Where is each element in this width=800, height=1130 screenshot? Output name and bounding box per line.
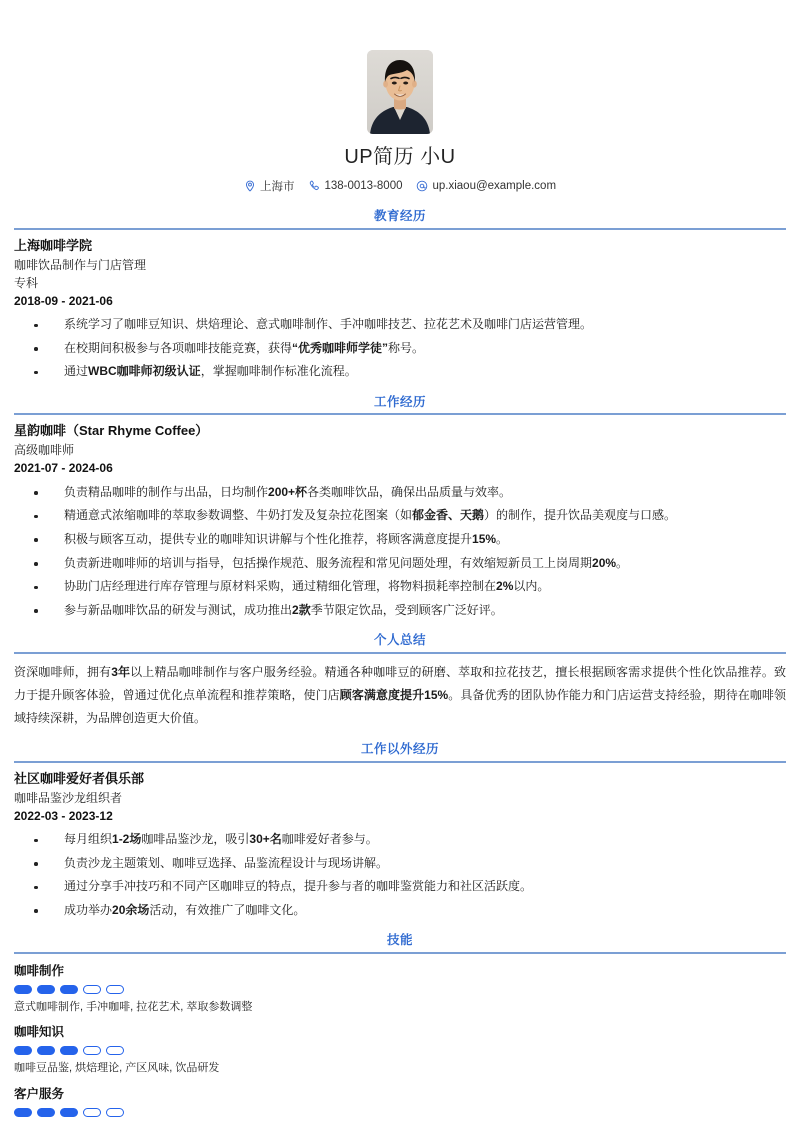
skill-level-pill — [60, 985, 78, 994]
extracurricular-date: 2022-03 - 2023-12 — [14, 808, 113, 823]
list-item: 参与新品咖啡饮品的研发与测试，成功推出2款季节限定饮品，受到顾客广泛好评。 — [14, 598, 786, 622]
avatar — [367, 50, 433, 134]
skill-block — [14, 961, 786, 1016]
skill-level-meter — [14, 985, 786, 994]
skill-level-meter — [14, 1046, 786, 1055]
summary-text: 资深咖啡师，拥有3年以上精品咖啡制作与客户服务经验。精通各种咖啡豆的研磨、萃取和拉花技艺，擅长根据顾客需求提供个性化饮品推荐。致力于提升顾客体验，曾通过优化点单流程和推荐策略，使门店顾客满意度提升15%。具备优秀的团队协作能力和门店运营支持经验，期待在咖啡领域持续深耕，为品牌创造更大价值。 — [14, 664, 786, 726]
contact-line — [14, 178, 786, 194]
extracurricular-org: 社区咖啡爱好者俱乐部 — [14, 770, 145, 786]
section-divider — [14, 952, 786, 954]
section-title-education: 教育经历 — [373, 209, 426, 223]
skill-level-pill — [14, 985, 32, 994]
list-item: 负责新进咖啡师的培训与指导，包括操作规范、服务流程和常见问题处理，有效缩短新员工上岗周期20%。 — [14, 551, 786, 575]
skill-level-pill — [37, 1108, 55, 1117]
skill-level-pill — [14, 1108, 32, 1117]
skill-level-pill — [106, 985, 124, 994]
skill-level-pill — [37, 985, 55, 994]
contact-email-text: up.xiaou@example.com — [432, 180, 557, 192]
page-title: UP简历 小U — [344, 146, 456, 168]
contact-phone-text: 138-0013-8000 — [324, 180, 403, 192]
skill-level-pill — [106, 1046, 124, 1055]
work-entry — [14, 422, 786, 621]
list-item: 通过分享手冲技巧和不同产区咖啡豆的特点，提升参与者的咖啡鉴赏能力和社区活跃度。 — [14, 875, 786, 899]
work-role: 高级咖啡师 — [14, 443, 75, 458]
location-pin-icon — [244, 180, 256, 192]
phone-icon — [308, 180, 320, 192]
skill-level-pill — [37, 1046, 55, 1055]
skill-block — [14, 1084, 786, 1117]
skills-list — [14, 961, 786, 1117]
education-degree: 专科 — [14, 275, 39, 290]
list-item: 精通意式浓缩咖啡的萃取参数调整、牛奶打发及复杂拉花图案（如郁金香、天鹅）的制作，提升饮品美观度与口感。 — [14, 504, 786, 528]
section-title-extracurricular: 工作以外经历 — [360, 741, 439, 756]
skill-block — [14, 1022, 786, 1077]
list-item: 系统学习了咖啡豆知识、烘焙理论、意式咖啡制作、手冲咖啡技艺、拉花艺术及咖啡门店运营管理。 — [14, 313, 786, 337]
contact-phone — [304, 180, 406, 192]
skill-name: 咖啡知识 — [14, 1025, 65, 1040]
skill-level-pill — [14, 1046, 32, 1055]
skill-level-pill — [106, 1108, 124, 1117]
contact-location-text: 上海市 — [259, 181, 295, 193]
skill-level-pill — [83, 985, 101, 994]
education-major: 咖啡饮品制作与门店管理 — [14, 257, 147, 272]
section-skills — [14, 932, 786, 1117]
work-bullets — [14, 480, 786, 622]
list-item: 积极与顾客互动，提供专业的咖啡知识讲解与个性化推荐，将顾客满意度提升15%。 — [14, 527, 786, 551]
skill-level-pill — [83, 1108, 101, 1117]
skill-level-pill — [60, 1046, 78, 1055]
list-item: 每月组织1-2场咖啡品鉴沙龙，吸引30+名咖啡爱好者参与。 — [14, 828, 786, 852]
list-item: 通过WBC咖啡师初级认证，掌握咖啡制作标准化流程。 — [14, 360, 786, 384]
extracurricular-entry — [14, 770, 786, 922]
section-divider — [14, 761, 786, 763]
work-date: 2021-07 - 2024-06 — [14, 461, 113, 476]
skill-name: 咖啡制作 — [14, 963, 65, 978]
extracurricular-role: 咖啡品鉴沙龙组织者 — [14, 790, 123, 805]
extracurricular-bullets — [14, 828, 786, 922]
section-title-skills: 技能 — [386, 932, 413, 947]
education-entry — [14, 237, 786, 384]
list-item: 负责沙龙主题策划、咖啡豆选择、品鉴流程设计与现场讲解。 — [14, 851, 786, 875]
list-item: 负责精品咖啡的制作与出品，日均制作200+杯各类咖啡饮品，确保出品质量与效率。 — [14, 480, 786, 504]
education-org: 上海咖啡学院 — [14, 237, 93, 253]
education-date: 2018-09 - 2021-06 — [14, 293, 113, 308]
education-bullets — [14, 313, 786, 384]
resume-header — [14, 50, 786, 198]
contact-email — [412, 180, 560, 192]
skill-tags: 意式咖啡制作, 手冲咖啡, 拉花艺术, 萃取参数调整 — [14, 1000, 253, 1013]
list-item: 协助门店经理进行库存管理与原材料采购，通过精细化管理，将物料损耗率控制在2%以内。 — [14, 575, 786, 599]
work-org: 星韵咖啡（Star Rhyme Coffee） — [14, 423, 209, 439]
email-at-icon — [416, 180, 428, 192]
skill-name: 客户服务 — [14, 1086, 65, 1101]
skill-level-pill — [83, 1046, 101, 1055]
skill-tags: 咖啡豆品鉴, 烘焙理论, 产区风味, 饮品研发 — [14, 1062, 220, 1075]
section-divider — [14, 652, 786, 654]
contact-location — [240, 178, 299, 194]
list-item: 在校期间积极参与各项咖啡技能竞赛，获得“优秀咖啡师学徒”称号。 — [14, 336, 786, 360]
section-extracurricular — [14, 741, 786, 922]
section-summary — [14, 632, 786, 731]
section-divider — [14, 228, 786, 230]
skill-level-meter — [14, 1108, 786, 1117]
section-title-work: 工作经历 — [373, 394, 426, 409]
section-divider — [14, 413, 786, 415]
section-work — [14, 394, 786, 622]
list-item: 成功举办20余场活动，有效推广了咖啡文化。 — [14, 898, 786, 922]
skill-level-pill — [60, 1108, 78, 1117]
section-title-summary: 个人总结 — [373, 632, 426, 647]
section-education — [14, 208, 786, 384]
